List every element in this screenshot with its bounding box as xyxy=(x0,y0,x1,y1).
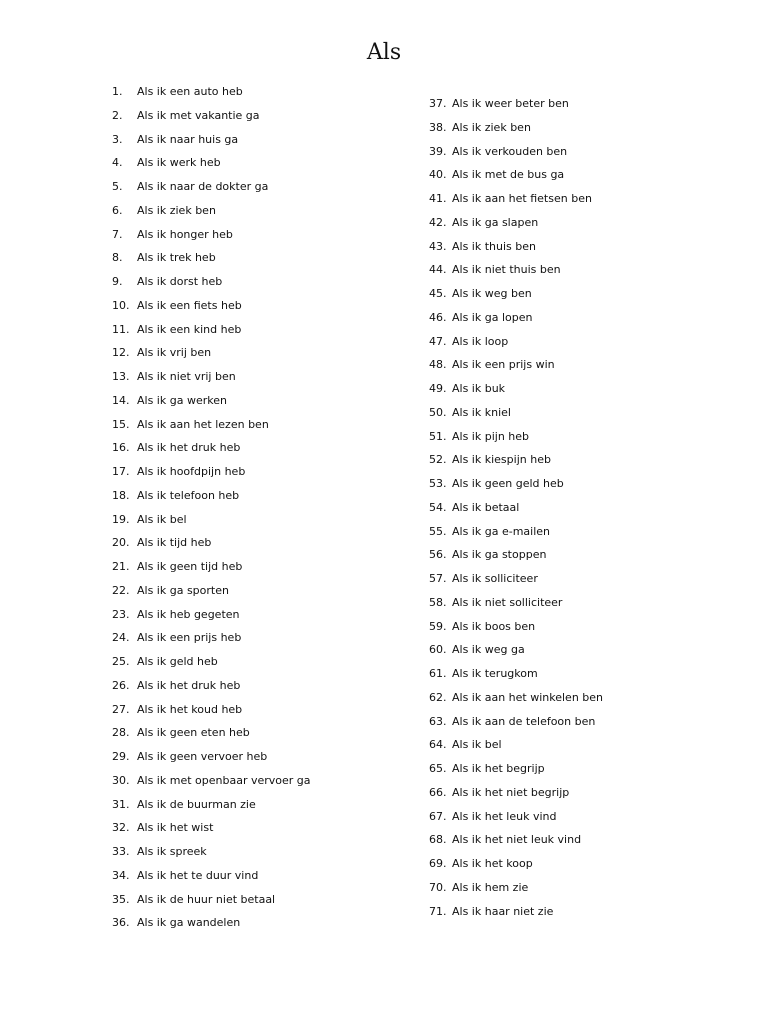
list-item xyxy=(112,581,311,605)
list-item xyxy=(429,142,603,166)
item-text: Als ik niet thuis ben xyxy=(452,263,561,277)
item-text: Als ik bel xyxy=(137,512,187,526)
item-number: 27. xyxy=(112,702,130,716)
list-item xyxy=(429,522,603,546)
item-number: 16. xyxy=(112,441,130,455)
item-text: Als ik buk xyxy=(452,382,506,395)
list-item xyxy=(429,593,603,617)
item-number: 61. xyxy=(429,667,447,680)
list-item xyxy=(112,343,311,367)
list-item xyxy=(429,545,603,569)
item-text: Als ik het niet begrijp xyxy=(452,785,570,799)
item-text: Als ik de huur niet betaal xyxy=(137,892,276,906)
item-text: Als ik naar huis ga xyxy=(137,132,239,146)
item-number: 66. xyxy=(429,785,447,799)
item-text: Als ik ga lopen xyxy=(452,310,533,324)
item-text: Als ik ga werken xyxy=(137,393,227,407)
item-text: Als ik het wist xyxy=(137,821,214,835)
item-text: Als ik ga stoppen xyxy=(452,548,547,562)
item-text: Als ik het begrijp xyxy=(452,762,545,775)
list-item xyxy=(112,367,311,391)
item-text: Als ik met openbaar vervoer ga xyxy=(137,773,311,787)
item-text: Als ik kiespijn heb xyxy=(452,453,551,467)
item-text: Als ik hem zie xyxy=(452,880,529,894)
list-item xyxy=(112,533,311,557)
item-number: 9. xyxy=(112,275,123,288)
item-number: 6. xyxy=(112,203,123,217)
item-number: 21. xyxy=(112,560,130,573)
list-item xyxy=(112,201,311,225)
list-item xyxy=(112,272,311,296)
item-text: Als ik werk heb xyxy=(137,156,221,170)
list-item xyxy=(112,462,311,486)
list-item xyxy=(112,771,311,795)
item-number: 64. xyxy=(429,738,447,752)
item-number: 71. xyxy=(429,904,447,918)
item-number: 19. xyxy=(112,512,130,526)
list-item xyxy=(429,664,603,688)
item-text: Als ik aan het winkelen ben xyxy=(452,690,604,704)
item-number: 49. xyxy=(429,382,447,395)
item-number: 63. xyxy=(429,714,447,728)
item-text: Als ik een prijs heb xyxy=(137,631,242,645)
item-number: 4. xyxy=(112,156,123,170)
item-text: Als ik met vakantie ga xyxy=(137,108,260,122)
left-column-list xyxy=(112,82,311,937)
item-text: Als ik aan het lezen ben xyxy=(137,417,269,431)
item-text: Als ik verkouden ben xyxy=(452,144,568,158)
item-number: 34. xyxy=(112,868,130,882)
item-number: 50. xyxy=(429,405,447,419)
item-number: 17. xyxy=(112,465,130,478)
item-number: 44. xyxy=(429,263,447,277)
list-item xyxy=(112,248,311,272)
item-number: 30. xyxy=(112,773,130,787)
list-item xyxy=(112,747,311,771)
item-text: Als ik kniel xyxy=(452,405,511,419)
item-text: Als ik boos ben xyxy=(452,619,536,633)
item-number: 20. xyxy=(112,536,130,550)
item-number: 41. xyxy=(429,192,447,205)
item-number: 7. xyxy=(112,227,123,241)
item-text: Als ik met de bus ga xyxy=(452,168,565,182)
list-item xyxy=(429,640,603,664)
item-number: 35. xyxy=(112,892,130,906)
list-item xyxy=(112,557,311,581)
item-text: Als ik spreek xyxy=(137,845,207,858)
list-item xyxy=(112,320,311,344)
list-item xyxy=(429,284,603,308)
item-text: Als ik aan het fietsen ben xyxy=(452,192,592,205)
right-column-list xyxy=(429,94,603,925)
item-text: Als ik weer beter ben xyxy=(452,97,569,110)
item-number: 11. xyxy=(112,322,130,336)
list-item xyxy=(112,106,311,130)
list-item xyxy=(429,854,603,878)
list-item xyxy=(112,700,311,724)
list-item xyxy=(429,355,603,379)
item-number: 39. xyxy=(429,144,447,158)
list-item xyxy=(112,130,311,154)
item-text: Als ik een kind heb xyxy=(137,322,242,336)
item-text: Als ik het druk heb xyxy=(137,678,241,692)
item-number: 14. xyxy=(112,393,130,407)
list-item xyxy=(112,842,311,866)
item-text: Als ik ziek ben xyxy=(137,203,216,217)
list-item xyxy=(112,652,311,676)
item-text: Als ik een auto heb xyxy=(137,85,243,98)
item-text: Als ik het te duur vind xyxy=(137,868,259,882)
list-item xyxy=(429,712,603,736)
item-text: Als ik niet solliciteer xyxy=(452,595,563,609)
item-text: Als ik dorst heb xyxy=(137,275,223,288)
item-number: 68. xyxy=(429,833,447,847)
item-text: Als ik loop xyxy=(452,334,509,348)
item-text: Als ik geen vervoer heb xyxy=(137,750,268,763)
item-text: Als ik hoofdpijn heb xyxy=(137,465,246,478)
item-text: Als ik geen tijd heb xyxy=(137,560,243,573)
list-item xyxy=(429,237,603,261)
list-item xyxy=(429,617,603,641)
list-item xyxy=(429,165,603,189)
list-item xyxy=(429,902,603,926)
item-number: 59. xyxy=(429,619,447,633)
list-item xyxy=(112,723,311,747)
item-number: 67. xyxy=(429,809,447,823)
item-text: Als ik het koop xyxy=(452,857,533,870)
list-item xyxy=(429,189,603,213)
item-number: 38. xyxy=(429,120,447,134)
item-number: 28. xyxy=(112,726,130,740)
item-text: Als ik bel xyxy=(452,738,502,752)
item-text: Als ik ga sporten xyxy=(137,583,229,597)
list-item xyxy=(112,296,311,320)
list-item xyxy=(112,890,311,914)
item-number: 52. xyxy=(429,453,447,467)
item-number: 47. xyxy=(429,334,447,348)
item-number: 65. xyxy=(429,762,447,775)
list-item xyxy=(112,415,311,439)
item-number: 60. xyxy=(429,643,447,657)
item-text: Als ik tijd heb xyxy=(137,536,212,550)
item-text: Als ik niet vrij ben xyxy=(137,370,236,383)
list-item xyxy=(429,427,603,451)
item-text: Als ik een prijs win xyxy=(452,358,555,372)
item-text: Als ik geen eten heb xyxy=(137,726,250,740)
list-item xyxy=(112,913,311,937)
item-number: 22. xyxy=(112,583,130,597)
item-text: Als ik de buurman zie xyxy=(137,797,256,811)
list-item xyxy=(429,94,603,118)
item-number: 23. xyxy=(112,607,130,621)
item-number: 51. xyxy=(429,429,447,443)
item-number: 3. xyxy=(112,132,123,146)
list-item xyxy=(429,759,603,783)
item-text: Als ik ziek ben xyxy=(452,120,531,134)
list-item xyxy=(112,818,311,842)
item-number: 32. xyxy=(112,821,130,835)
list-item xyxy=(112,153,311,177)
item-number: 26. xyxy=(112,678,130,692)
item-text: Als ik honger heb xyxy=(137,227,233,241)
item-number: 45. xyxy=(429,287,447,300)
item-text: Als ik solliciteer xyxy=(452,572,538,585)
item-number: 37. xyxy=(429,97,447,110)
item-text: Als ik ga slapen xyxy=(452,215,539,229)
list-item xyxy=(112,438,311,462)
item-number: 53. xyxy=(429,477,447,490)
list-item xyxy=(112,486,311,510)
list-item xyxy=(429,118,603,142)
item-number: 13. xyxy=(112,370,130,383)
item-number: 24. xyxy=(112,631,130,645)
list-item xyxy=(429,807,603,831)
list-item xyxy=(429,213,603,237)
item-text: Als ik een fiets heb xyxy=(137,298,242,312)
item-number: 36. xyxy=(112,916,130,930)
list-item xyxy=(429,332,603,356)
item-number: 57. xyxy=(429,572,447,585)
list-item xyxy=(429,379,603,403)
item-number: 2. xyxy=(112,108,123,122)
list-item xyxy=(429,688,603,712)
item-text: Als ik ga e-mailen xyxy=(452,524,550,538)
item-number: 55. xyxy=(429,524,447,538)
list-item xyxy=(429,735,603,759)
list-item xyxy=(429,260,603,284)
item-number: 18. xyxy=(112,488,130,502)
page-title: Als xyxy=(366,40,402,65)
item-text: Als ik aan de telefoon ben xyxy=(452,714,596,728)
item-text: Als ik het niet leuk vind xyxy=(452,833,582,847)
item-number: 70. xyxy=(429,880,447,894)
item-text: Als ik trek heb xyxy=(137,251,216,265)
list-item xyxy=(429,569,603,593)
item-text: Als ik haar niet zie xyxy=(452,904,554,918)
item-text: Als ik thuis ben xyxy=(452,239,536,253)
item-text: Als ik het leuk vind xyxy=(452,809,557,823)
item-number: 42. xyxy=(429,215,447,229)
item-number: 12. xyxy=(112,346,130,360)
list-item xyxy=(112,676,311,700)
item-number: 29. xyxy=(112,750,130,763)
item-text: Als ik het druk heb xyxy=(137,441,241,455)
item-text: Als ik het koud heb xyxy=(137,702,243,716)
list-item xyxy=(112,628,311,652)
list-item xyxy=(429,783,603,807)
list-item xyxy=(429,498,603,522)
item-number: 33. xyxy=(112,845,130,858)
item-text: Als ik naar de dokter ga xyxy=(137,180,269,193)
item-number: 56. xyxy=(429,548,447,562)
list-item xyxy=(112,866,311,890)
item-number: 15. xyxy=(112,417,130,431)
list-item xyxy=(112,177,311,201)
item-number: 1. xyxy=(112,85,123,98)
item-text: Als ik weg ga xyxy=(452,643,525,657)
item-text: Als ik heb gegeten xyxy=(137,607,240,621)
list-item xyxy=(429,878,603,902)
item-number: 8. xyxy=(112,251,123,265)
item-text: Als ik geld heb xyxy=(137,655,218,668)
item-text: Als ik ga wandelen xyxy=(137,916,241,930)
item-text: Als ik geen geld heb xyxy=(452,477,564,490)
item-number: 58. xyxy=(429,595,447,609)
item-text: Als ik pijn heb xyxy=(452,429,530,443)
list-item xyxy=(112,605,311,629)
item-number: 43. xyxy=(429,239,447,253)
list-item xyxy=(112,510,311,534)
item-number: 48. xyxy=(429,358,447,372)
list-item xyxy=(112,391,311,415)
item-number: 46. xyxy=(429,310,447,324)
item-text: Als ik betaal xyxy=(452,500,520,514)
list-item xyxy=(112,795,311,819)
item-number: 54. xyxy=(429,500,447,514)
item-number: 10. xyxy=(112,298,130,312)
item-number: 40. xyxy=(429,168,447,182)
list-item xyxy=(429,403,603,427)
item-number: 5. xyxy=(112,180,123,193)
list-item xyxy=(429,474,603,498)
list-item xyxy=(112,82,311,106)
list-item xyxy=(429,450,603,474)
list-item xyxy=(429,308,603,332)
item-number: 25. xyxy=(112,655,130,668)
list-item xyxy=(429,830,603,854)
list-item xyxy=(112,225,311,249)
item-text: Als ik telefoon heb xyxy=(137,488,240,502)
item-text: Als ik weg ben xyxy=(452,287,532,300)
item-text: Als ik vrij ben xyxy=(137,346,212,360)
item-number: 62. xyxy=(429,690,447,704)
item-text: Als ik terugkom xyxy=(452,667,538,680)
item-number: 69. xyxy=(429,857,447,870)
item-number: 31. xyxy=(112,797,130,811)
